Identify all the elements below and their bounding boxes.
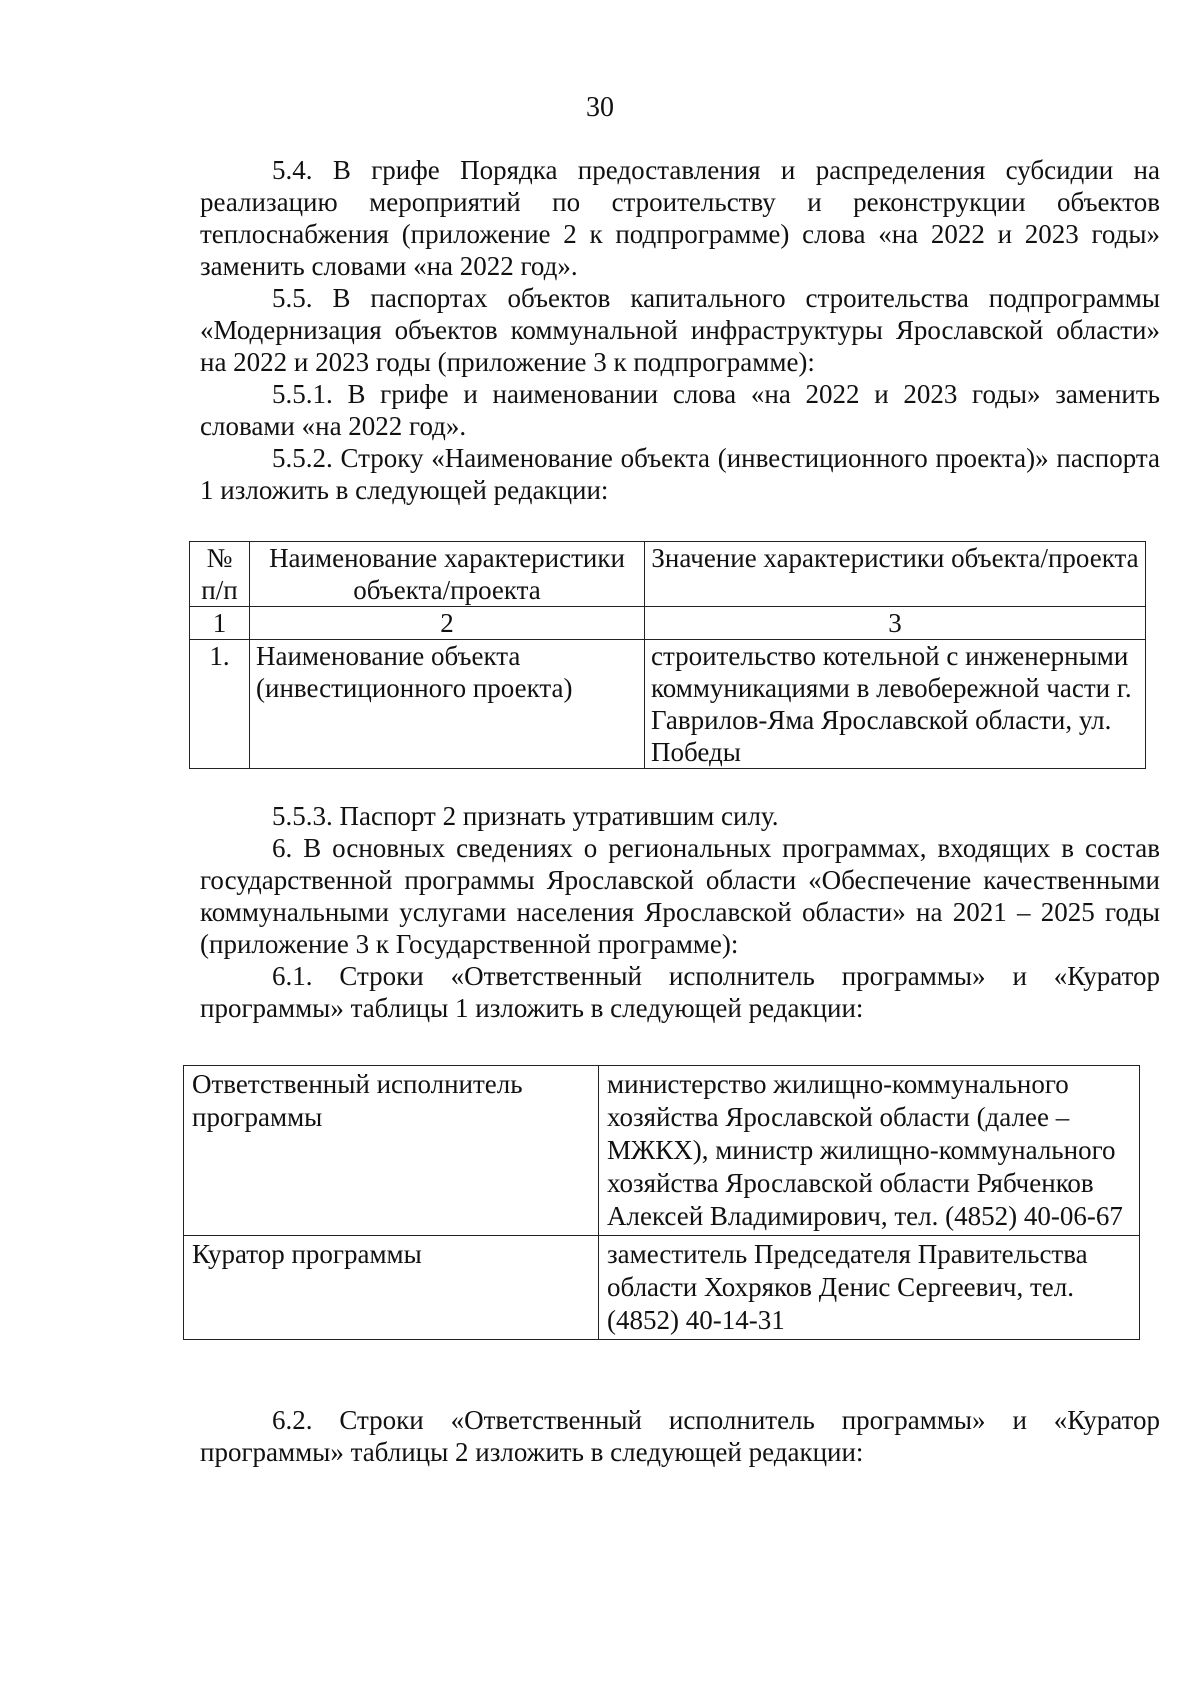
row-value: заместитель Председателя Правительства области Хохряков Денис Сергеевич, тел. (4852) 40-14-31: [599, 1236, 1140, 1340]
row-characteristic-name: Наименование объекта (инвестиционного проекта): [250, 640, 645, 769]
header-number: № п/п: [190, 542, 250, 607]
table-row: [184, 1236, 1140, 1340]
paragraph-5-5-1: 5.5.1. В грифе и наименовании слова «на 2022 и 2023 годы» заменить словами «на 2022 год».: [200, 379, 1160, 441]
program-table: [183, 1065, 1140, 1340]
row-number: 1.: [190, 640, 250, 769]
header-characteristic-value: Значение характеристики объекта/проекта: [645, 542, 1146, 607]
paragraph-6-2: 6.2. Строки «Ответственный исполнитель программы» и «Куратор программы» таблицы 2 изложить в следующей редакции:: [200, 1405, 1160, 1467]
index-cell: 2: [250, 607, 645, 640]
page-number: 30: [586, 92, 614, 123]
paragraph-5-5: 5.5. В паспортах объектов капитального строительства подпрограммы «Модернизация объектов коммунальной инфраструктуры Ярославской области» на 2022 и 2023 годы (приложение 3 к подпрограмме):: [200, 283, 1160, 377]
row-label: Ответственный исполнитель программы: [184, 1066, 599, 1236]
paragraph-6: 6. В основных сведениях о региональных программах, входящих в состав государственной программы Ярославской области «Обеспечение качественными коммунальными услугами населения Ярославской области» на 2021 – 2025 годы (приложение 3 к Государственной программе):: [200, 833, 1160, 959]
header-characteristic-name: Наименование характеристики объекта/проекта: [250, 542, 645, 607]
row-value: министерство жилищно-коммунального хозяйства Ярославской области (далее – МЖКХ), министр жилищно-коммунального хозяйства Ярославской области Рябченков Алексей Владимирович, тел. (4852) 40-06-67: [599, 1066, 1140, 1236]
index-cell: 1: [190, 607, 250, 640]
table-header-row: [190, 542, 1146, 607]
table-row: [190, 640, 1146, 769]
paragraph-6-1: 6.1. Строки «Ответственный исполнитель программы» и «Куратор программы» таблицы 1 изложить в следующей редакции:: [200, 961, 1160, 1023]
table-index-row: [190, 607, 1146, 640]
row-characteristic-value: строительство котельной с инженерными коммуникациями в левобережной части г. Гаврилов-Яма Ярославской области, ул. Победы: [645, 640, 1146, 769]
paragraph-5-4: 5.4. В грифе Порядка предоставления и распределения субсидии на реализацию мероприятий по строительству и реконструкции объектов теплоснабжения (приложение 2 к подпрограмме) слова «на 2022 и 2023 годы» заменить словами «на 2022 год».: [200, 155, 1160, 281]
paragraph-5-5-2: 5.5.2. Строку «Наименование объекта (инвестиционного проекта)» паспорта 1 изложить в следующей редакции:: [200, 443, 1160, 505]
index-cell: 3: [645, 607, 1146, 640]
row-label: Куратор программы: [184, 1236, 599, 1340]
passport-table: [189, 541, 1146, 769]
table-row: [184, 1066, 1140, 1236]
paragraph-5-5-3: 5.5.3. Паспорт 2 признать утратившим силу.: [272, 801, 779, 831]
